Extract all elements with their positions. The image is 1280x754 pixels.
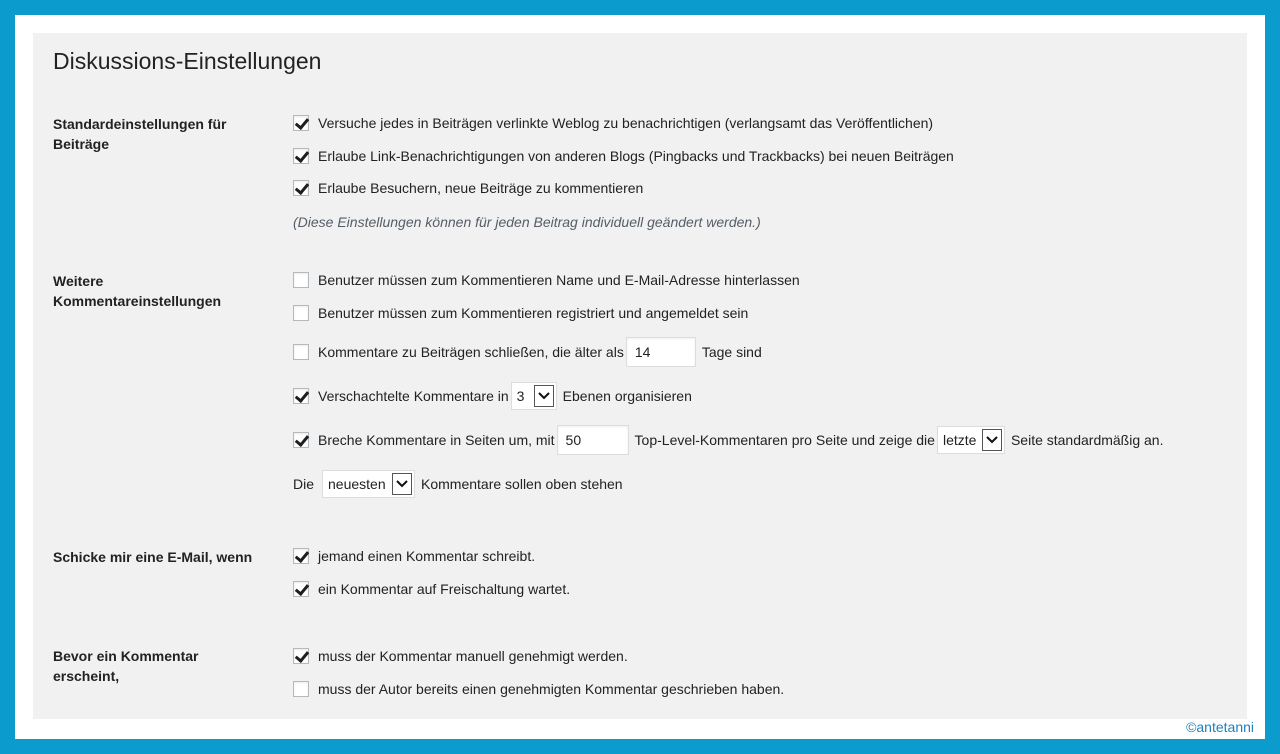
checkbox-paginate-comments[interactable] — [293, 432, 309, 448]
section-label-before: Bevor ein Kommentar erscheint, — [53, 648, 199, 684]
defaults-note: (Diese Einstellungen können für jeden Beitrag individuell geändert werden.) — [293, 214, 761, 230]
checkbox-previous-approved[interactable] — [293, 681, 309, 697]
checkbox-threaded-comments[interactable] — [293, 388, 309, 404]
checkbox-allow-comments[interactable] — [293, 180, 309, 196]
section-label-other: Weitere Kommentareinstellungen — [53, 273, 222, 309]
comment-order-select[interactable]: neuesten — [322, 470, 415, 498]
page-title: Diskussions-Einstellungen — [53, 48, 322, 74]
default-page-select[interactable]: letzte — [937, 426, 1005, 454]
section-label-defaults: Standardeinstellungen für Beiträge — [53, 116, 227, 152]
checkbox-manual-approval[interactable] — [293, 648, 309, 664]
chevron-down-icon — [982, 429, 1002, 451]
option-paginate-comments: Breche Kommentare in Seiten um, mit 50 Top-Level-Kommentaren pro Seite und zeige die letzte Seite standardmäßig an. — [293, 424, 1163, 456]
option-manual-approval[interactable]: muss der Kommentar manuell genehmigt werden. — [293, 644, 628, 668]
checkbox-require-name-email[interactable] — [293, 272, 309, 288]
option-notify-blogs[interactable]: Versuche jedes in Beiträgen verlinkte Weblog zu benachrichtigen (verlangsamt das Veröffentlichen) — [293, 111, 933, 135]
chevron-down-icon — [534, 385, 554, 407]
watermark: ©antetanni — [1186, 719, 1254, 735]
option-allow-comments[interactable]: Erlaube Besuchern, neue Beiträge zu kommentieren — [293, 176, 643, 200]
option-allow-pingbacks[interactable]: Erlaube Link-Benachrichtigungen von anderen Blogs (Pingbacks und Trackbacks) bei neuen Beiträgen — [293, 144, 954, 168]
section-label-email: Schicke mir eine E-Mail, wenn — [53, 549, 253, 565]
option-email-moderation[interactable]: ein Kommentar auf Freischaltung wartet. — [293, 577, 570, 601]
checkbox-close-comments[interactable] — [293, 344, 309, 360]
checkbox-notify-blogs[interactable] — [293, 115, 309, 131]
checkbox-allow-pingbacks[interactable] — [293, 148, 309, 164]
option-threaded-comments: Verschachtelte Kommentare in 3 Ebenen organisieren — [293, 381, 692, 411]
checkbox-email-new-comment[interactable] — [293, 548, 309, 564]
option-email-new-comment[interactable]: jemand einen Kommentar schreibt. — [293, 544, 535, 568]
option-require-name-email[interactable]: Benutzer müssen zum Kommentieren Name und E-Mail-Adresse hinterlassen — [293, 268, 800, 292]
checkbox-email-moderation[interactable] — [293, 581, 309, 597]
comments-per-page-input[interactable] — [557, 425, 629, 455]
option-comment-order: Die neuesten Kommentare sollen oben stehen — [293, 469, 623, 499]
thread-depth-select[interactable]: 3 — [511, 382, 557, 410]
checkbox-require-registration[interactable] — [293, 305, 309, 321]
option-previous-approved[interactable]: muss der Autor bereits einen genehmigten Kommentar geschrieben haben. — [293, 677, 784, 701]
close-comments-days-input[interactable] — [626, 337, 696, 367]
option-close-comments: Kommentare zu Beiträgen schließen, die älter als 14 Tage sind — [293, 336, 762, 368]
option-require-registration[interactable]: Benutzer müssen zum Kommentieren registriert und angemeldet sein — [293, 301, 748, 325]
chevron-down-icon — [392, 473, 412, 495]
